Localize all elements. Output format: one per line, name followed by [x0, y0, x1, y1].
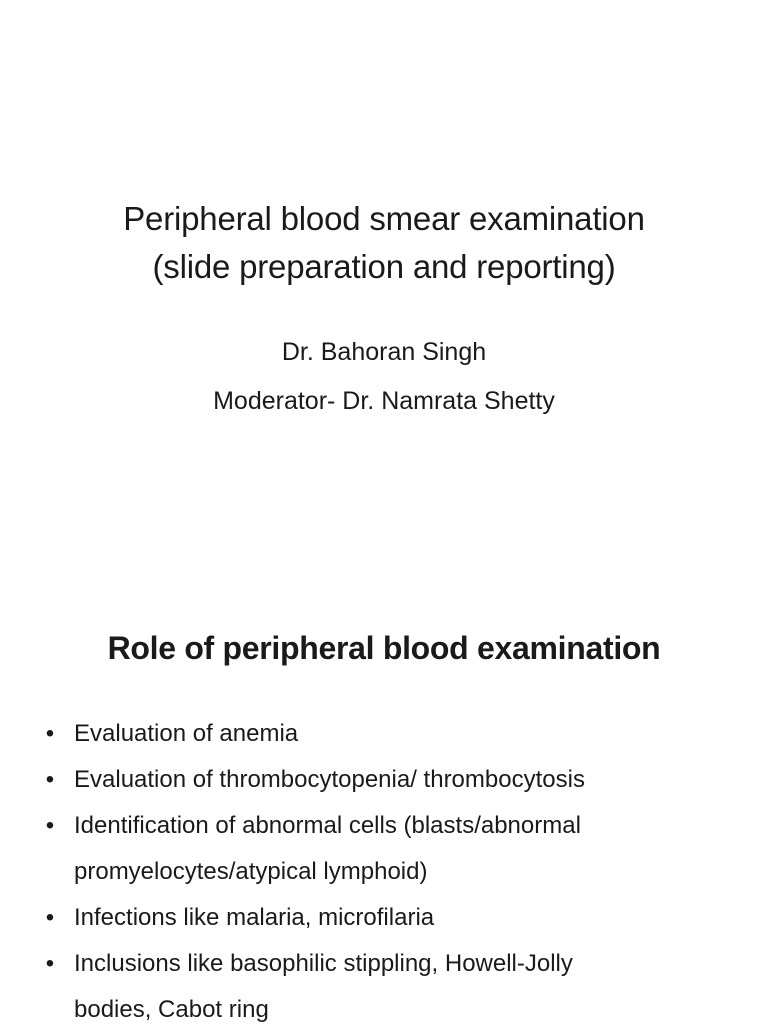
bullet-text: Evaluation of thrombocytopenia/ thrombocytosis [74, 766, 585, 793]
bullet-icon: • [45, 812, 55, 839]
bullet-item [0, 895, 768, 941]
bullet-icon: • [45, 950, 55, 977]
bullet-item [0, 711, 768, 757]
bullet-item [0, 757, 768, 803]
bullet-text-continuation: bodies, Cabot ring [74, 996, 269, 1023]
bullet-icon: • [45, 720, 55, 747]
bullet-list [0, 711, 768, 1033]
bullet-item [0, 803, 768, 895]
bullet-text-continuation: promyelocytes/atypical lymphoid) [74, 858, 428, 885]
bullet-text: Evaluation of anemia [74, 720, 299, 747]
bullet-text: Inclusions like basophilic stippling, Howell-Jolly [74, 950, 573, 977]
moderator-name: Moderator- Dr. Namrata Shetty [213, 387, 555, 415]
bullet-item [0, 941, 768, 1033]
content-slide [0, 576, 768, 1024]
bullet-icon: • [45, 766, 55, 793]
bullet-text: Infections like malaria, microfilaria [74, 904, 435, 931]
slide-heading: Role of peripheral blood examination [107, 630, 661, 666]
bullet-icon: • [45, 904, 55, 931]
bullet-text: Identification of abnormal cells (blasts/abnormal [74, 812, 581, 839]
slide-title-line-1: Peripheral blood smear examination [123, 200, 645, 237]
slide-title-line-2: (slide preparation and reporting) [152, 248, 616, 285]
author-name: Dr. Bahoran Singh [281, 338, 487, 366]
